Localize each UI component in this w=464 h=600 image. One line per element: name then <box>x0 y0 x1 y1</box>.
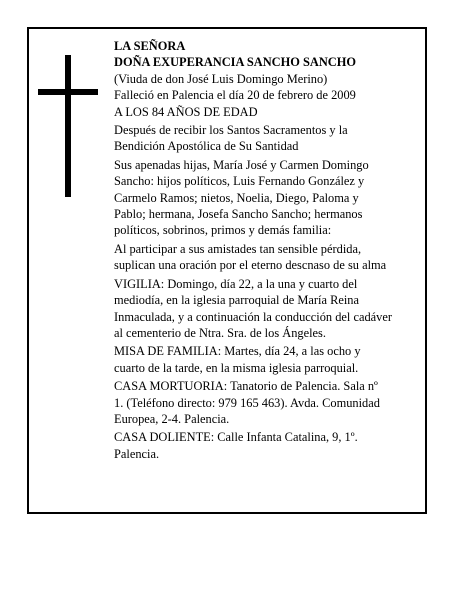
deceased-name: DOÑA EXUPERANCIA SANCHO SANCHO <box>114 55 356 70</box>
text-line: Después de recibir los Santos Sacramentos y la <box>114 123 348 138</box>
text-line: suplican una oración por el eterno descnaso de su alma <box>114 258 387 273</box>
text-line: Bendición Apostólica de Su Santidad <box>114 139 299 154</box>
text-line: CASA DOLIENTE: Calle Infanta Catalina, 9, 1º. <box>114 430 358 445</box>
cross-vertical-bar <box>65 55 71 197</box>
text-line: mediodía, en la iglesia parroquial de María Reina <box>114 293 359 308</box>
funeral-home-paragraph <box>114 378 424 427</box>
text-line: Carmelo Ramos; nietos, Noelia, Diego, Paloma y <box>114 190 359 205</box>
family-mass-paragraph <box>114 343 424 376</box>
text-line: 1. (Teléfono directo: 979 165 463). Avda. Comunidad <box>114 395 380 410</box>
cross-icon <box>38 55 98 197</box>
text-line: políticos, sobrinos, primos y demás familia: <box>114 223 332 238</box>
title: LA SEÑORA <box>114 39 186 53</box>
text-line: Palencia. <box>114 446 160 461</box>
cross-horizontal-bar <box>38 89 98 95</box>
mourning-house-paragraph <box>114 429 424 462</box>
sacraments-paragraph <box>114 122 424 155</box>
text-line: Sus apenadas hijas, María José y Carmen Domingo <box>114 157 369 172</box>
text-line: Europea, 2-4. Palencia. <box>114 411 230 426</box>
family-paragraph <box>114 157 424 239</box>
widow-note: (Viuda de don José Luis Domingo Merino) <box>114 71 328 86</box>
text-line: Pablo; hermana, Josefa Sancho Sancho; hermanos <box>114 207 363 222</box>
text-line: VIGILIA: Domingo, día 22, a la una y cuarto del <box>114 276 358 291</box>
age-note: A LOS 84 AÑOS DE EDAD <box>114 104 258 119</box>
vigil-paragraph <box>114 276 424 342</box>
death-note: Falleció en Palencia el día 20 de febrero de 2009 <box>114 88 356 103</box>
text-line: CASA MORTUORIA: Tanatorio de Palencia. Sala nº <box>114 379 378 394</box>
text-line: al cementerio de Ntra. Sra. de los Ángeles. <box>114 325 326 340</box>
obituary-text <box>114 38 424 462</box>
text-line: Sancho: hijos políticos, Luis Fernando González y <box>114 174 365 189</box>
text-line: Inmaculada, y a continuación la conducción del cadáver <box>114 309 392 324</box>
text-line: Al participar a sus amistades tan sensible pérdida, <box>114 241 362 256</box>
text-line: cuarto de la tarde, en la misma iglesia parroquial. <box>114 360 359 375</box>
request-paragraph <box>114 241 424 274</box>
text-line: MISA DE FAMILIA: Martes, día 24, a las ocho y <box>114 344 361 359</box>
